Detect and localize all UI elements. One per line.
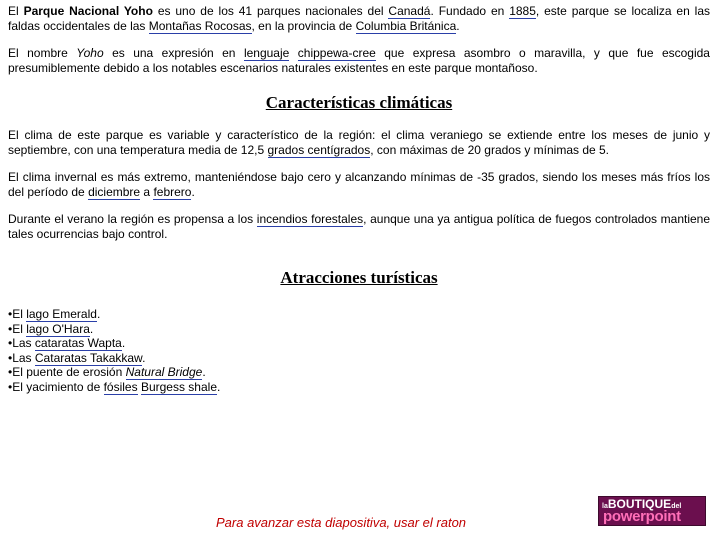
list-item: •El lago Emerald. bbox=[8, 307, 101, 321]
list-item: •Las Cataratas Takakkaw. bbox=[8, 350, 146, 365]
bullet: • bbox=[8, 321, 13, 336]
link-natural-bridge[interactable]: Natural Bridge bbox=[125, 365, 203, 379]
list-item: •El lago O'Hara. bbox=[8, 321, 94, 336]
list-item: •El yacimiento de fósiles Burgess shale. bbox=[8, 379, 221, 394]
link-1885[interactable]: 1885 bbox=[509, 4, 536, 18]
attractions-heading: Atracciones turísticas bbox=[280, 268, 438, 287]
climate-paragraph-3: Durante el verano la región es propensa a los incendios forestales, aunque una ya antigua política de fuegos controlados mantiene tales ocurrencias bajo control. bbox=[8, 212, 711, 241]
link-incendios-forestales[interactable]: incendios forestales bbox=[256, 212, 364, 226]
intro-paragraph-2: El nombre Yoho es una expresión en lenguaje chippewa-cree que expresa asombro o maravilla, y que fue escogida presumiblemente debido a los notables escenarios naturales existentes en este parque montañoso. bbox=[8, 46, 710, 75]
bullet: • bbox=[8, 350, 13, 365]
link-chippewa-cree[interactable]: chippewa-cree bbox=[297, 46, 376, 60]
link-burgess-shale[interactable]: Burgess shale bbox=[140, 379, 217, 394]
link-lago-ohara[interactable]: lago O'Hara bbox=[26, 321, 90, 336]
climate-heading: Características climáticas bbox=[265, 93, 453, 112]
advance-slide-instruction: Para avanzar esta diapositiva, usar el raton bbox=[216, 515, 467, 530]
yoho-term: Yoho bbox=[76, 46, 104, 60]
bullet: • bbox=[8, 365, 13, 379]
bullet: • bbox=[8, 307, 13, 321]
list-item: •El puente de erosión Natural Bridge. bbox=[8, 365, 206, 379]
climate-paragraph-2: El clima invernal es más extremo, manteniéndose bajo cero y alcanzando mínimas de -35 grados, siendo los meses más fríos los del período de diciembre a febrero. bbox=[8, 170, 710, 199]
attractions-list bbox=[8, 307, 710, 394]
bullet: • bbox=[8, 336, 13, 350]
link-canada[interactable]: Canadá bbox=[388, 4, 431, 18]
list-item: •Las cataratas Wapta. bbox=[8, 336, 126, 350]
intro-paragraph-1: El Parque Nacional Yoho es uno de los 41 parques nacionales del Canadá. Fundado en 1885, este parque se localiza en las faldas occidentales de las Montañas Rocosas, en la provincia de Columbia Británica. bbox=[8, 4, 710, 33]
park-name: Parque Nacional Yoho bbox=[23, 4, 153, 18]
link-montanas-rocosas[interactable]: Montañas Rocosas bbox=[148, 19, 252, 33]
link-diciembre[interactable]: diciembre bbox=[88, 185, 141, 199]
link-lenguaje[interactable]: lenguaje bbox=[243, 46, 290, 60]
link-columbia-britanica[interactable]: Columbia Británica bbox=[355, 19, 457, 33]
slide-content bbox=[8, 4, 710, 394]
link-febrero[interactable]: febrero bbox=[153, 185, 192, 199]
climate-paragraph-1: El clima de este parque es variable y característico de la región: el clima veraniego se extiende entre los meses de junio y septiembre, con una temperatura media de 12,5 grados centígrados, con máximas de 20 grados y mínimas de 5. bbox=[8, 128, 710, 157]
boutique-powerpoint-logo[interactable]: laBOUTIQUEdel powerpoint bbox=[598, 496, 706, 526]
link-cataratas-takakkaw[interactable]: Cataratas Takakkaw bbox=[34, 350, 143, 365]
link-fosiles[interactable]: fósiles bbox=[103, 379, 138, 394]
link-cataratas-wapta[interactable]: cataratas Wapta bbox=[34, 336, 122, 350]
bullet: • bbox=[8, 379, 13, 394]
link-grados-centigrados[interactable]: grados centígrados bbox=[267, 143, 371, 157]
link-lago-emerald[interactable]: lago Emerald bbox=[26, 307, 97, 321]
